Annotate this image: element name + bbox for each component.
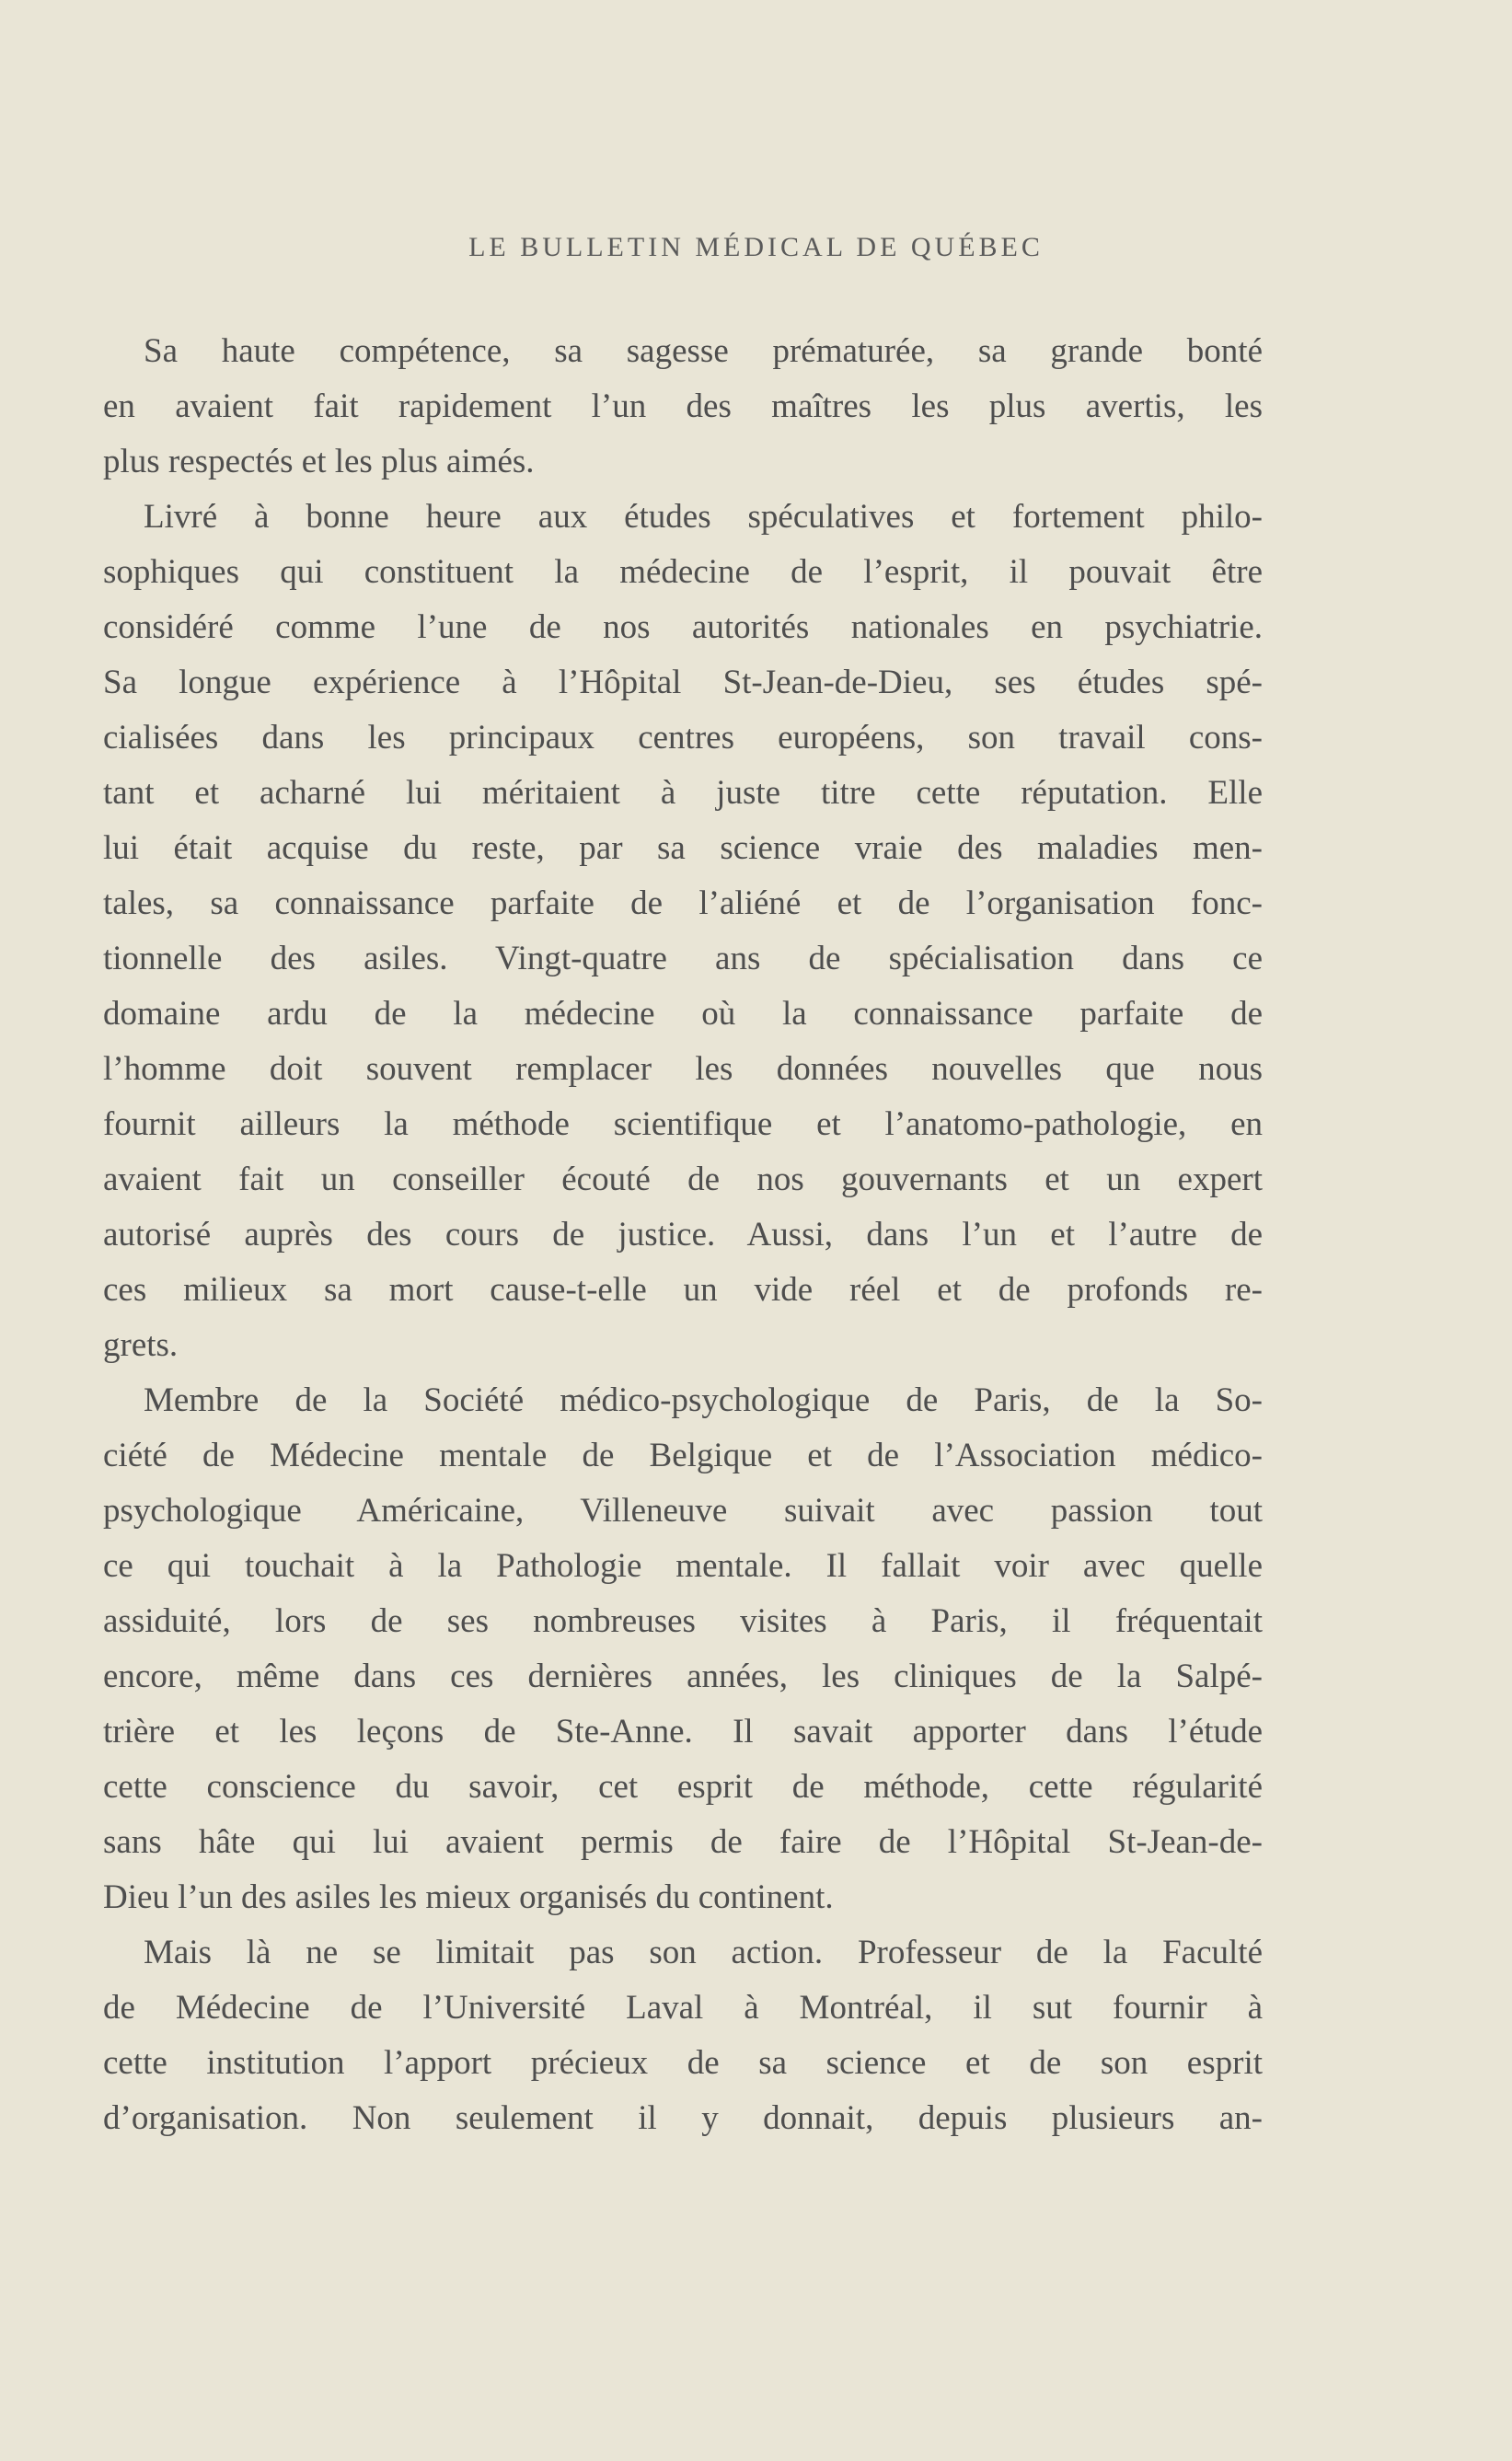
text-line: d’organisation. Non seulement il y donnait, depuis plusieurs an- — [103, 2099, 1263, 2137]
text-line: tant et acharné lui méritaient à juste titre cette réputation. Elle — [103, 774, 1263, 812]
text-line: grets. — [103, 1326, 179, 1364]
text-line: plus respectés et les plus aimés. — [103, 443, 535, 480]
text-line: considéré comme l’une de nos autorités nationales en psychiatrie. — [103, 608, 1263, 646]
text-line: de Médecine de l’Université Laval à Montréal, il sut fournir à — [103, 1989, 1263, 2027]
text-line: cialisées dans les principaux centres européens, son travail cons- — [103, 719, 1263, 757]
text-line: Sa longue expérience à l’Hôpital St-Jean-de-Dieu, ses études spé- — [103, 664, 1263, 701]
text-line: ces milieux sa mort cause-t-elle un vide réel et de profonds re- — [103, 1271, 1263, 1309]
text-line: psychologique Américaine, Villeneuve suivait avec passion tout — [103, 1492, 1263, 1530]
text-line: Mais là ne se limitait pas son action. Professeur de la Faculté — [144, 1934, 1263, 1971]
text-line: sans hâte qui lui avaient permis de faire de l’Hôpital St-Jean-de- — [103, 1823, 1263, 1861]
text-line: autorisé auprès des cours de justice. Aussi, dans l’un et l’autre de — [103, 1216, 1263, 1254]
text-line: trière et les leçons de Ste-Anne. Il savait apporter dans l’étude — [103, 1713, 1263, 1750]
text-line: tionnelle des asiles. Vingt-quatre ans de spécialisation dans ce — [103, 940, 1263, 977]
text-line: Livré à bonne heure aux études spéculatives et fortement philo- — [144, 498, 1263, 536]
text-line: sophiques qui constituent la médecine de l’esprit, il pouvait être — [103, 553, 1263, 591]
text-line: fournit ailleurs la méthode scientifique et l’anatomo-pathologie, en — [103, 1105, 1263, 1143]
text-line: l’homme doit souvent remplacer les données nouvelles que nous — [103, 1050, 1263, 1088]
text-line: ce qui touchait à la Pathologie mentale. Il fallait voir avec quelle — [103, 1547, 1263, 1585]
text-line: assiduité, lors de ses nombreuses visites à Paris, il fréquentait — [103, 1602, 1263, 1640]
text-line: avaient fait un conseiller écouté de nos gouvernants et un expert — [103, 1161, 1263, 1198]
text-line: lui était acquise du reste, par sa science vraie des maladies men- — [103, 829, 1263, 867]
text-line: encore, même dans ces dernières années, les cliniques de la Salpé- — [103, 1658, 1263, 1695]
running-title: LE BULLETIN MÉDICAL DE QUÉBEC — [468, 232, 1044, 262]
text-line: cette institution l’apport précieux de sa science et de son esprit — [103, 2044, 1263, 2082]
text-line: domaine ardu de la médecine où la connaissance parfaite de — [103, 995, 1263, 1033]
text-line: Dieu l’un des asiles les mieux organisés du continent. — [103, 1878, 834, 1916]
text-line: cette conscience du savoir, cet esprit de méthode, cette régularité — [103, 1768, 1263, 1806]
text-line: tales, sa connaissance parfaite de l’aliéné et de l’organisation fonc- — [103, 884, 1263, 922]
text-line: ciété de Médecine mentale de Belgique et de l’Association médico- — [103, 1437, 1263, 1474]
text-line: Sa haute compétence, sa sagesse prématurée, sa grande bonté — [144, 332, 1263, 370]
text-line: en avaient fait rapidement l’un des maîtres les plus avertis, les — [103, 387, 1263, 425]
body-text — [103, 324, 1263, 2146]
text-line: Membre de la Société médico-psychologique de Paris, de la So- — [144, 1381, 1263, 1419]
